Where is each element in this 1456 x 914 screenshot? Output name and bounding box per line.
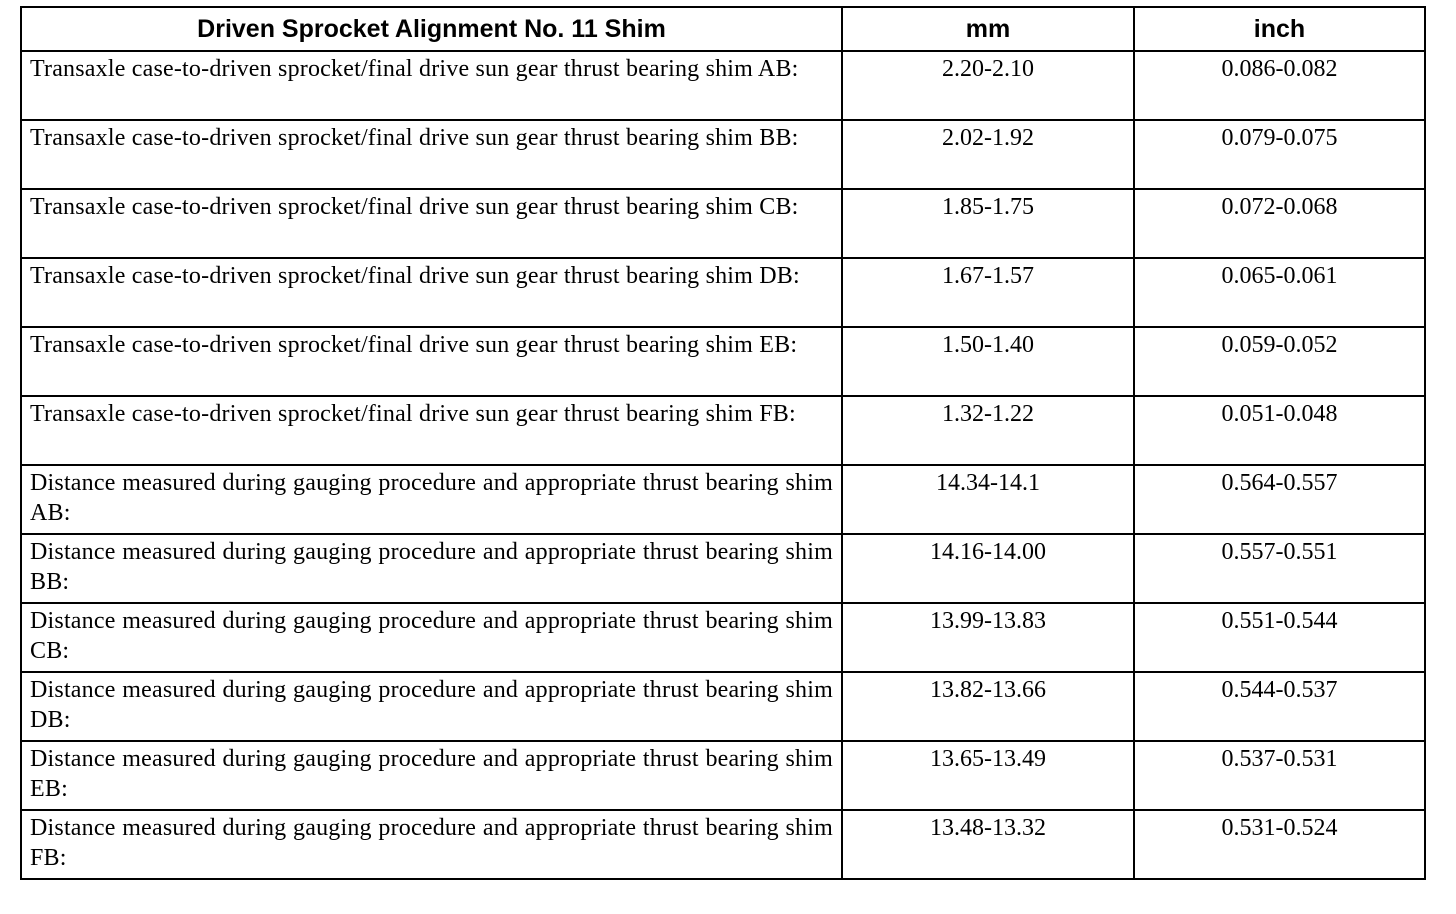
- row-inch-value: 0.059-0.052: [1134, 327, 1425, 396]
- row-description: Transaxle case-to-driven sprocket/final drive sun gear thrust bearing shim EB:: [21, 327, 842, 396]
- row-mm-value: 1.67-1.57: [842, 258, 1134, 327]
- row-mm-value: 13.82-13.66: [842, 672, 1134, 741]
- header-row: [21, 7, 1425, 51]
- row-mm-value: 14.34-14.1: [842, 465, 1134, 534]
- row-inch-value: 0.051-0.048: [1134, 396, 1425, 465]
- shim-spec-table: [20, 6, 1426, 880]
- header-mm: mm: [842, 7, 1134, 51]
- row-inch-value: 0.072-0.068: [1134, 189, 1425, 258]
- table-row: [21, 258, 1425, 327]
- row-description: Transaxle case-to-driven sprocket/final drive sun gear thrust bearing shim DB:: [21, 258, 842, 327]
- header-inch: inch: [1134, 7, 1425, 51]
- row-inch-value: 0.086-0.082: [1134, 51, 1425, 120]
- row-description: Transaxle case-to-driven sprocket/final drive sun gear thrust bearing shim CB:: [21, 189, 842, 258]
- row-description: Transaxle case-to-driven sprocket/final drive sun gear thrust bearing shim BB:: [21, 120, 842, 189]
- table-row: [21, 120, 1425, 189]
- table-row: [21, 741, 1425, 810]
- row-mm-value: 2.02-1.92: [842, 120, 1134, 189]
- row-description: Distance measured during gauging procedure and appropriate thrust bearing shim FB:: [21, 810, 842, 879]
- table-header: [21, 7, 1425, 51]
- row-mm-value: 13.65-13.49: [842, 741, 1134, 810]
- row-inch-value: 0.079-0.075: [1134, 120, 1425, 189]
- row-mm-value: 13.48-13.32: [842, 810, 1134, 879]
- table-row: [21, 672, 1425, 741]
- row-mm-value: 14.16-14.00: [842, 534, 1134, 603]
- row-mm-value: 1.85-1.75: [842, 189, 1134, 258]
- row-mm-value: 2.20-2.10: [842, 51, 1134, 120]
- row-inch-value: 0.531-0.524: [1134, 810, 1425, 879]
- row-mm-value: 1.50-1.40: [842, 327, 1134, 396]
- table-body: [21, 51, 1425, 879]
- row-inch-value: 0.065-0.061: [1134, 258, 1425, 327]
- header-title: Driven Sprocket Alignment No. 11 Shim: [21, 7, 842, 51]
- table-row: [21, 51, 1425, 120]
- row-mm-value: 13.99-13.83: [842, 603, 1134, 672]
- row-description: Distance measured during gauging procedure and appropriate thrust bearing shim AB:: [21, 465, 842, 534]
- row-description: Transaxle case-to-driven sprocket/final drive sun gear thrust bearing shim FB:: [21, 396, 842, 465]
- row-description: Transaxle case-to-driven sprocket/final drive sun gear thrust bearing shim AB:: [21, 51, 842, 120]
- table-row: [21, 327, 1425, 396]
- table-row: [21, 810, 1425, 879]
- row-description: Distance measured during gauging procedure and appropriate thrust bearing shim BB:: [21, 534, 842, 603]
- row-inch-value: 0.557-0.551: [1134, 534, 1425, 603]
- row-description: Distance measured during gauging procedure and appropriate thrust bearing shim CB:: [21, 603, 842, 672]
- table-row: [21, 396, 1425, 465]
- row-inch-value: 0.564-0.557: [1134, 465, 1425, 534]
- row-description: Distance measured during gauging procedure and appropriate thrust bearing shim EB:: [21, 741, 842, 810]
- table-row: [21, 534, 1425, 603]
- row-inch-value: 0.537-0.531: [1134, 741, 1425, 810]
- row-mm-value: 1.32-1.22: [842, 396, 1134, 465]
- table-row: [21, 465, 1425, 534]
- table-row: [21, 189, 1425, 258]
- table-row: [21, 603, 1425, 672]
- row-inch-value: 0.551-0.544: [1134, 603, 1425, 672]
- row-inch-value: 0.544-0.537: [1134, 672, 1425, 741]
- row-description: Distance measured during gauging procedure and appropriate thrust bearing shim DB:: [21, 672, 842, 741]
